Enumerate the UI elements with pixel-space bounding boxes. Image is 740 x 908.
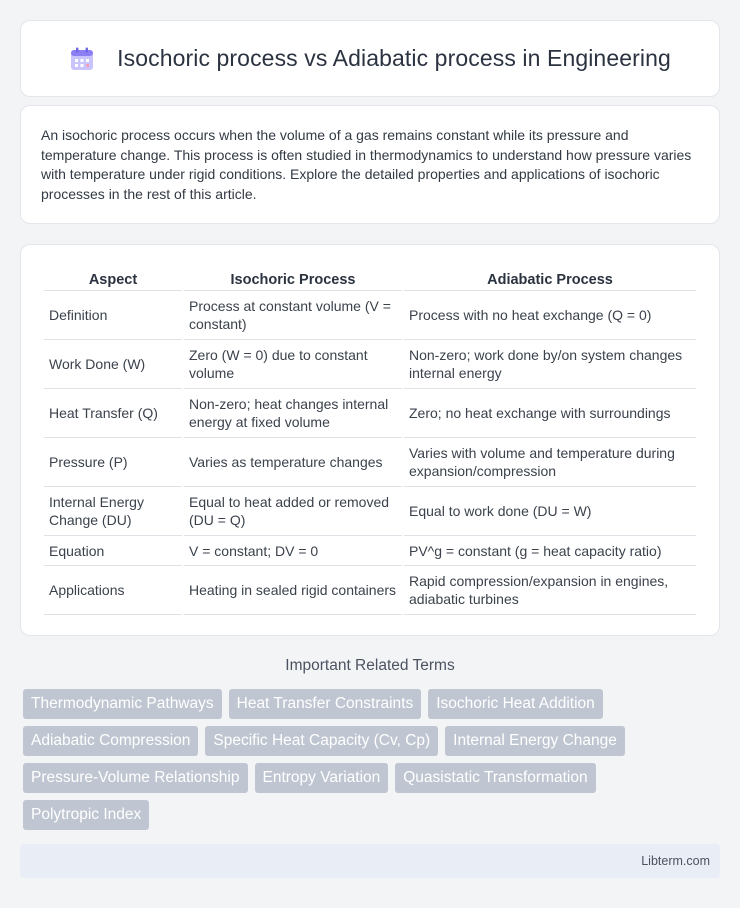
- table-row: [44, 536, 696, 566]
- table-cell: Internal Energy Change (DU): [44, 487, 182, 536]
- table-cell: Equation: [44, 536, 182, 566]
- table-cell: Rapid compression/expansion in engines, adiabatic turbines: [404, 566, 696, 615]
- related-term-tag[interactable]: Thermodynamic Pathways: [23, 689, 222, 719]
- related-term-tag[interactable]: Adiabatic Compression: [23, 726, 198, 756]
- intro-card: [20, 105, 720, 224]
- table-row: [44, 566, 696, 615]
- calendar-icon: [69, 46, 95, 72]
- related-term-tag[interactable]: Pressure-Volume Relationship: [23, 763, 248, 793]
- table-cell: Process at constant volume (V = constant): [184, 291, 402, 340]
- table-cell: Zero (W = 0) due to constant volume: [184, 340, 402, 389]
- table-cell: V = constant; DV = 0: [184, 536, 402, 566]
- table-cell: Definition: [44, 291, 182, 340]
- table-row: [44, 340, 696, 389]
- related-term-tag[interactable]: Polytropic Index: [23, 800, 149, 830]
- table-row: [44, 438, 696, 487]
- comparison-table: [42, 265, 698, 615]
- table-cell: Process with no heat exchange (Q = 0): [404, 291, 696, 340]
- table-cell: Zero; no heat exchange with surroundings: [404, 389, 696, 438]
- footer-brand[interactable]: Libterm.com: [641, 854, 710, 868]
- footer: [20, 844, 720, 878]
- table-row: [44, 389, 696, 438]
- related-terms-list: [23, 689, 713, 830]
- related-term-tag[interactable]: Entropy Variation: [255, 763, 389, 793]
- related-term-tag[interactable]: Heat Transfer Constraints: [229, 689, 422, 719]
- header-aspect: Aspect: [44, 265, 182, 291]
- related-terms-heading: Important Related Terms: [285, 657, 455, 674]
- table-cell: Varies as temperature changes: [184, 438, 402, 487]
- table-row: [44, 487, 696, 536]
- table-cell: Work Done (W): [44, 340, 182, 389]
- table-row: [44, 291, 696, 340]
- page-title: Isochoric process vs Adiabatic process in Engineering: [117, 45, 671, 71]
- table-cell: Non-zero; heat changes internal energy at fixed volume: [184, 389, 402, 438]
- related-term-tag[interactable]: Internal Energy Change: [445, 726, 625, 756]
- table-cell: Non-zero; work done by/on system changes internal energy: [404, 340, 696, 389]
- table-cell: Heat Transfer (Q): [44, 389, 182, 438]
- title-card: [20, 20, 720, 97]
- table-header-row: [44, 265, 696, 291]
- related-term-tag[interactable]: Isochoric Heat Addition: [428, 689, 603, 719]
- table-cell: Applications: [44, 566, 182, 615]
- table-cell: Varies with volume and temperature during expansion/compression: [404, 438, 696, 487]
- table-cell: PV^g = constant (g = heat capacity ratio): [404, 536, 696, 566]
- intro-text: An isochoric process occurs when the volume of a gas remains constant while its pressure and temperature change. This process is often studied in thermodynamics to understand how pressure varies with temperature under rigid conditions. Explore the detailed properties and applications of isochoric processes in the rest of this article.: [41, 127, 692, 202]
- header-adiabatic: Adiabatic Process: [404, 265, 696, 291]
- table-cell: Heating in sealed rigid containers: [184, 566, 402, 615]
- comparison-card: [20, 244, 720, 636]
- related-term-tag[interactable]: Specific Heat Capacity (Cv, Cp): [205, 726, 438, 756]
- header-isochoric: Isochoric Process: [184, 265, 402, 291]
- table-cell: Equal to work done (DU = W): [404, 487, 696, 536]
- related-term-tag[interactable]: Quasistatic Transformation: [395, 763, 595, 793]
- table-cell: Equal to heat added or removed (DU = Q): [184, 487, 402, 536]
- table-cell: Pressure (P): [44, 438, 182, 487]
